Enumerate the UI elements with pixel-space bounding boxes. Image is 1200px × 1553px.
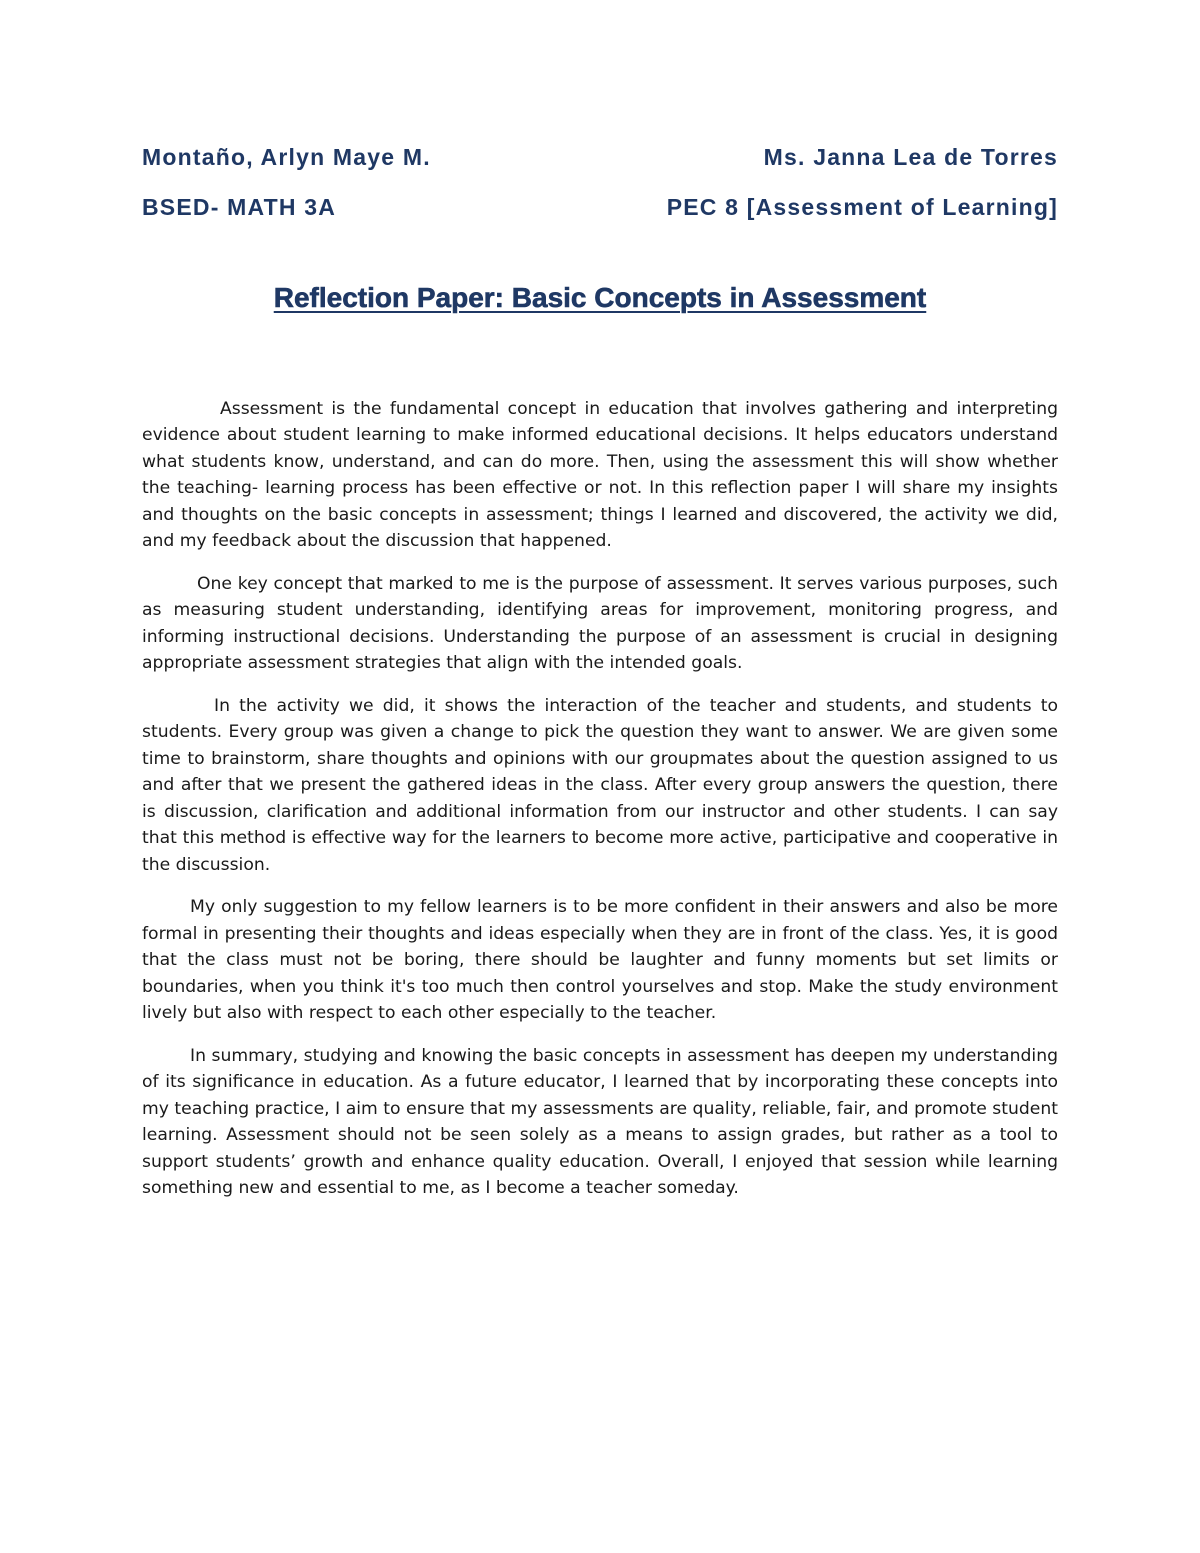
paragraph-suggestion: My only suggestion to my fellow learners is to be more confident in their answers and also be more formal in presenting their thoughts and ideas especially when they are in front of the class. Yes, it is good that the class must not be boring, there should be laughter and funny moments but set limits or boundaries, when you think it's too much then control yourselves and stop. Make the study environment lively but also with respect to each other especially to the teacher. bbox=[142, 897, 1058, 1024]
paper-title: Reflection Paper: Basic Concepts in Assessment bbox=[273, 282, 927, 313]
paragraph-summary: In summary, studying and knowing the basic concepts in assessment has deepen my understanding of its significance in education. As a future educator, I learned that by incorporating these concepts into my teaching practice, I aim to ensure that my assessments are quality, reliable, fair, and promote student learning. Assessment should not be seen solely as a means to assign grades, but rather as a tool to support students’ growth and enhance quality education. Overall, I enjoyed that session while learning something new and essential to me, as I become a teacher someday. bbox=[142, 1045, 1058, 1198]
course-label: PEC 8 [Assessment of Learning] bbox=[666, 194, 1058, 220]
paragraph-intro: Assessment is the fundamental concept in education that involves gathering and interpreting evidence about student learning to make informed educational decisions. It helps educators understand what students know, understand, and can do more. Then, using the assessment this will show whether the teaching- learning process has been effective or not. In this reflection paper I will share my insights and thoughts on the basic concepts in assessment; things I learned and discovered, the activity we did, and my feedback about the discussion that happened. bbox=[142, 399, 1058, 552]
header-row-names bbox=[142, 144, 1058, 174]
document-header bbox=[142, 144, 1058, 224]
paragraph-purpose: One key concept that marked to me is the purpose of assessment. It serves various purposes, such as measuring student understanding, identifying areas for improvement, monitoring progress, and informing instructional decisions. Understanding the purpose of an assessment is crucial in designing appropriate assessment strategies that align with the intended goals. bbox=[142, 573, 1058, 674]
header-row-course bbox=[142, 194, 1058, 224]
paragraph-activity: In the activity we did, it shows the interaction of the teacher and students, and students to students. Every group was given a change to pick the question they want to answer. We are given some time to brainstorm, share thoughts and opinions with our groupmates about the question assigned to us and after that we present the gathered ideas in the class. After every group answers the question, there is discussion, clarification and additional information from our instructor and other students. I can say that this method is effective way for the learners to become more active, participative and cooperative in the discussion. bbox=[142, 696, 1058, 875]
section-label: BSED- MATH 3A bbox=[142, 194, 337, 220]
paper-body bbox=[142, 396, 1058, 1218]
instructor-name: Ms. Janna Lea de Torres bbox=[763, 144, 1058, 170]
student-name: Montaño, Arlyn Maye M. bbox=[142, 144, 431, 170]
